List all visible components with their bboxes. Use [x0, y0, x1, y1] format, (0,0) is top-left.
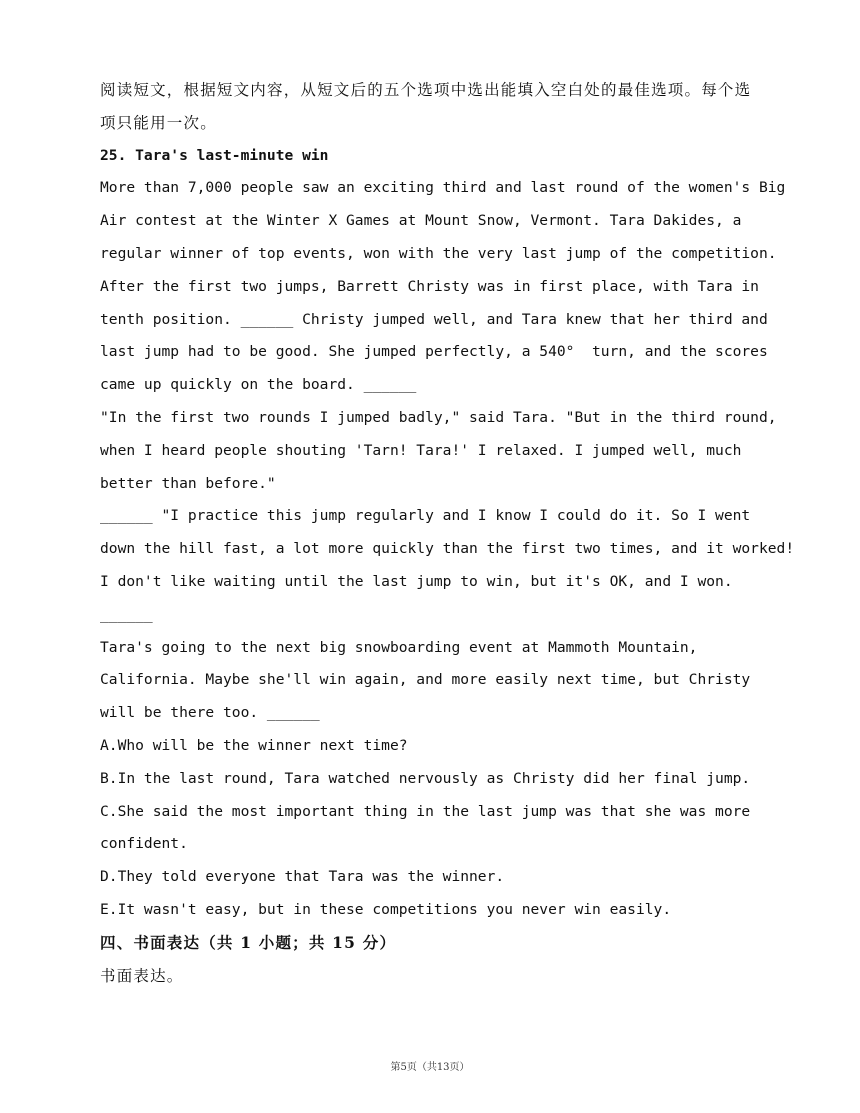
option-b: B.In the last round, Tara watched nervously as Christy did her final jump.	[100, 769, 751, 787]
passage	[100, 172, 795, 730]
options-list	[100, 730, 780, 927]
section-instruction: 书面表达。	[100, 966, 184, 985]
passage-line: will be there too. ______	[100, 704, 320, 722]
document-page	[100, 74, 795, 992]
option-d: D.They told everyone that Tara was the winner.	[100, 868, 505, 886]
passage-line: regular winner of top events, won with the very last jump of the competition.	[100, 244, 777, 262]
option-e: E.It wasn't easy, but in these competitions you never win easily.	[100, 900, 672, 918]
section-heading: 四、书面表达（共 1 小题；共 15 分）	[100, 932, 397, 952]
passage-line: More than 7,000 people saw an exciting third and last round of the women's Big	[100, 179, 786, 197]
passage-line: down the hill fast, a lot more quickly than the first two times, and it worked!	[100, 540, 795, 558]
passage-line: Tara's going to the next big snowboarding event at Mammoth Mountain,	[100, 638, 698, 656]
passage-line: better than before."	[100, 474, 276, 492]
passage-line: I don't like waiting until the last jump to win, but it's OK, and I won.	[100, 572, 733, 590]
passage-line: came up quickly on the board. ______	[100, 376, 417, 394]
option-c-continued: confident.	[100, 835, 188, 853]
passage-line: when I heard people shouting 'Tarn! Tara!' I relaxed. I jumped well, much	[100, 441, 742, 459]
passage-line: ______	[100, 605, 153, 623]
option-c: C.She said the most important thing in the last jump was that she was more	[100, 802, 751, 820]
passage-line: After the first two jumps, Barrett Christy was in first place, with Tara in	[100, 277, 759, 295]
option-a: A.Who will be the winner next time?	[100, 736, 408, 754]
passage-line: "In the first two rounds I jumped badly," said Tara. "But in the third round,	[100, 408, 777, 426]
passage-line: last jump had to be good. She jumped perfectly, a 540° turn, and the scores	[100, 343, 768, 361]
passage-line: tenth position. ______ Christy jumped well, and Tara knew that her third and	[100, 310, 768, 328]
passage-line: Air contest at the Winter X Games at Mount Snow, Vermont. Tara Dakides, a	[100, 212, 742, 230]
page-footer: 第5页（共13页）	[390, 1062, 470, 1073]
passage-line: California. Maybe she'll win again, and more easily next time, but Christy	[100, 671, 751, 689]
passage-line: ______ "I practice this jump regularly and I know I could do it. So I went	[100, 507, 751, 525]
instructions-line-2: 项只能用一次。	[100, 113, 217, 132]
instructions-line-1: 阅读短文，根据短文内容，从短文后的五个选项中选出能填入空白处的最佳选项。每个选	[100, 81, 752, 99]
question-title: 25. Tara's last-minute win	[100, 146, 329, 164]
